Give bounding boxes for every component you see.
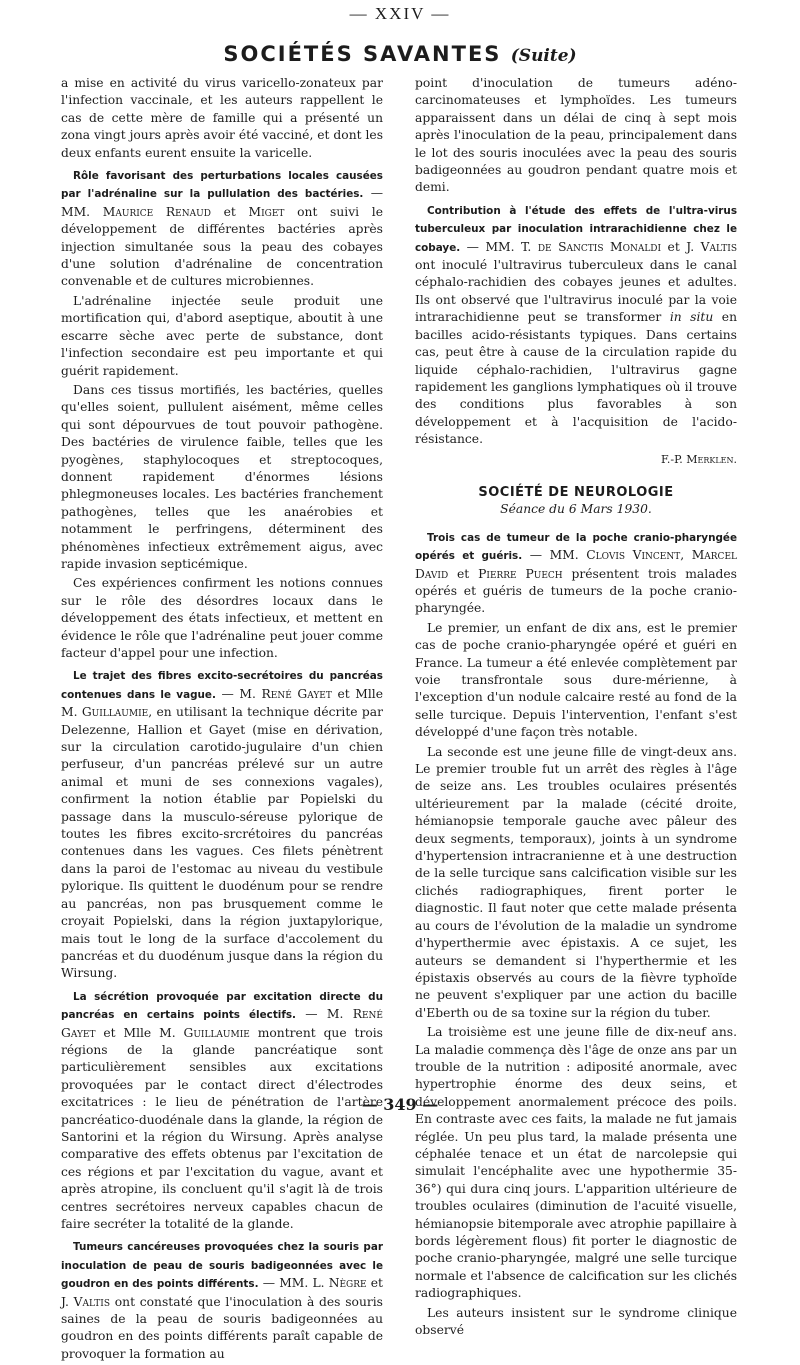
paragraph: a mise en activité du virus varicello-zonateux par l'infection vaccinale, et les auteurs rappellent le cas de cette mère de famille qui a présenté un zona vingt jours après avoir été vacciné, et dont les deux enfants eurent ensuite la varicelle. — [61, 76, 383, 160]
author: Marcel David — [415, 548, 737, 581]
page-header-label: — XXIV — — [349, 4, 451, 23]
article-text: présentent trois malades opérés et guéris de tumeurs de la poche cranio-pharyngée. — [415, 566, 737, 616]
left-column — [61, 75, 383, 1365]
article-heading: Le trajet des fibres excito-secrétoires du pancréas contenues dans le vague. — [61, 670, 383, 701]
conj: et J. — [661, 239, 701, 254]
conj: et J. — [61, 1276, 383, 1309]
paragraph: point d'inoculation de tumeurs adéno-carcinomateuses et lymphoïdes. Les tumeurs apparaissent dans un délai de cinq à sept mois après l'inoculation de la peau, principalement dans le lot des souris inoculées avec la peau des souris badigeonnées au goudron pendant quatre mois et demi. — [415, 76, 737, 195]
author: Maurice Renaud — [102, 204, 211, 219]
article-text: montrent que trois régions de la glande pancréatique sont particulièrement sensibles aux excitations provoquées par le contact direct d'électrodes excitatrices : le lieu de pénétration de l'artère pancréatico-duodénale dans la glande, la région de Santorini et la région du Wirsung. Après analyse comparative des effets obtenus par l'excitation de ces régions et par l'excitation du vague, avant et après atropine, ils concluent qu'il s'agit là de trois centres secrétoires nerveux capables chacun de faire secréter la totalité de la glande. — [61, 1025, 383, 1231]
author: René Gayet — [61, 1007, 383, 1040]
italic-term: in situ — [669, 310, 714, 325]
article-gayet-guillaumie-1 — [61, 667, 383, 982]
signature: F.-P. Merklen. — [660, 452, 737, 466]
dash: — MM. T. — [460, 239, 538, 254]
author: L. Nègre — [312, 1276, 367, 1291]
paragraph: Ces expériences confirment les notions connues sur le rôle des désordres locaux dans le développement des états infectieux, et mettent en évidence le rôle que l'adrénaline peut jouer comme facteur d'appel pour une infection. — [61, 576, 383, 660]
author: de Sanctis Monaldi — [537, 239, 662, 254]
author: Valtis — [73, 1294, 110, 1309]
article-renaud-miget — [61, 167, 383, 291]
dash: — MM. — [522, 548, 587, 563]
paragraph: L'adrénaline injectée seule produit une mortification qui, d'abord aseptique, aboutit à une escarre sèche avec perte de substance, dont l'infection secondaire est peu importante et qui guérit rapidement. — [61, 293, 383, 378]
paragraph: La seconde est une jeune fille de vingt-deux ans. Le premier trouble fut un arrêt des règles à l'âge de seize ans. Les troubles oculaires présentés ultérieurement par la malade (cécité droite, hémianopsie temporale gauche avec pâleur des deux segments, temporaux), joints à un syndrome d'hypertension intracranienne et à une destruction de la selle turcique sans calcification visible sur les clichés radiographiques, firent porter le diagnostic. Il faut noter que cette malade présenta au cours de l'évolution de la maladie un syndrome d'hyperthermie avec épistaxis. A ce sujet, les auteurs se demandent si l'hyperthermie et les épistaxis observés au cours de la fièvre typhoïde ne peuvent s'expliquer par une action du bacille d'Eberth ou de sa toxine sur la région du tuber. — [415, 744, 737, 1020]
article-text: ont suivi le développement de différentes bactéries après injection simultanée sous la peau des cobayes d'une solution d'adrénaline de concentration convenable et de cultures microbiennes. — [61, 204, 383, 289]
dash: — MM. — [61, 186, 383, 219]
section-title-suite: (Suite) — [510, 46, 577, 66]
paragraph: Les auteurs insistent sur le syndrome clinique observé — [415, 1305, 737, 1338]
author: René Gayet — [261, 686, 332, 701]
article-text: ont constaté que l'inoculation à des souris saines de la peau de souris badigeonnées au goudron en des points différents paraît capable de provoquer la formation au — [61, 1294, 383, 1361]
conj: et Mlle M. — [61, 686, 383, 720]
article-heading: La sécrétion provoquée par excitation directe du pancréas en certains points électifs. — [61, 990, 383, 1022]
dash: — M. — [296, 1007, 353, 1022]
conj: et Mlle M. — [95, 1025, 184, 1040]
sep: , — [680, 548, 692, 563]
dash: — MM. — [258, 1276, 313, 1291]
author: Clovis Vincent — [586, 548, 681, 563]
paragraph: Le premier, un enfant de dix ans, est le premier cas de poche cranio-pharyngée opéré et guéri en France. La tumeur a été enlevée complètement par voie transfrontale sous dure-mérienne, à l'exception d'un nodule calcaire resté au fond de la selle turcique. Depuis l'intervention, l'enfant s'est développé d'une façon très notable. — [415, 620, 737, 740]
article-sanctis-valtis — [415, 202, 737, 449]
paragraph: Dans ces tissus mortifiés, les bactéries, quelles qu'elles soient, pullulent aisément, même celles qui sont dépourvues de tout pouvoir pathogène. Des bactéries de virulence faible, telles que les pyogènes, staphylocoques et streptocoques, donnent rapidement d'énormes lésions phlegmoneuses locales. Les bactéries franchement pathogènes, telles que les anaérobies et notamment le perfringens, déterminent des phénomènes infectieux extrêmement aigus, avec rapide invasion septicémique. — [61, 382, 383, 571]
article-heading: Rôle favorisant des perturbations locales causées par l'adrénaline sur la pullulation des bactéries. — [61, 170, 383, 201]
article-heading: Tumeurs cancéreuses provoquées chez la souris par inoculation de peau de souris badigeonnées avec le goudron en des points différents. — [61, 1241, 383, 1291]
conj: et — [448, 566, 479, 581]
author: Guillaumie — [81, 705, 149, 720]
author: Guillaumie — [183, 1025, 250, 1040]
society-title: SOCIÉTÉ DE NEUROLOGIE — [478, 484, 674, 500]
article-text: en bacilles acido-résistants typiques. Dans certains cas, peut être à cause de la circulation rapide du liquide céphalo-rachidien, l'ultravirus gagne rapidement les ganglions lymphatiques où il trouve des conditions plus favorables à son développement et à l'acquisition de l'acido-résistance. — [415, 310, 737, 447]
section-title — [0, 42, 800, 66]
author: Pierre Puech — [478, 566, 563, 581]
paragraph: La troisième est une jeune fille de dix-neuf ans. La maladie commença dès l'âge de onze ans par un trouble de la nutrition : adiposité anormale, avec hypertrophie énorme des deux seins, et développement anormalement précoce des poils. En contraste avec ces faits, la malade ne fut jamais réglée. Un peu plus tard, la malade présenta une céphalée tenace et un état de narcolepsie qui simulait l'encéphalite avec une hypothermie 35-36°) qui dura cinq jours. L'apparition ultérieure de troubles oculaires (diminution de l'acuité visuelle, hémianopsie bitemporale avec atrophie papillaire à bords légèrement flous) fit porter le diagnostic de poche cranio-pharyngée, malgré une selle turcique normale et l'absence de calcification sur les clichés radiographiques. — [415, 1025, 737, 1301]
dash: — M. — [215, 686, 262, 701]
article-text: ont inoculé l'ultravirus tuberculeux dans le canal céphalo-rachidien des cobayes jeunes et adultes. Ils ont observé que l'ultravirus inoculé par la voie intrarachidienne peut se transformer — [415, 258, 737, 325]
page-number: — 349 — — [361, 1095, 439, 1114]
right-column — [415, 75, 737, 1341]
article-text: , en utilisant la technique décrite par Delezenne, Hallion et Gayet (mise en dérivation, sur la circulation carotido-jugulaire d'un chien perfuseur, d'un pancréas prélevé sur un autre animal et muni de ses connexions vagales), confirment la notion établie par Popielski du passage dans la musculo-séreuse pylorique de toutes les fibres excito-srcrétoires du pancréas contenues dans les vagues. Ces filets pénètrent dans la paroi de l'estomac au niveau du vestibule pylorique. Ils quittent le duodénum pour se rendre au pancréas, non pas brusquement comme le croyait Popielski, dans la région juxtapylorique, mais tout le long de la surface d'accolement du pancréas et du duodénum jusque dans la région du Wirsung. — [61, 705, 383, 981]
article-vincent-david-puech — [415, 529, 737, 618]
article-heading: Trois cas de tumeur de la poche cranio-pharyngée opérés et guéris. — [415, 531, 737, 563]
author: Miget — [248, 204, 285, 219]
section-title-text: SOCIÉTÉS SAVANTES — [223, 42, 502, 66]
article-negre-valtis — [61, 1238, 383, 1363]
conj: et — [210, 204, 249, 219]
author: Valtis — [700, 239, 737, 254]
article-heading: Contribution à l'étude des effets de l'ultra-virus tuberculeux par inoculation intrarachidienne chez le cobaye. — [415, 204, 737, 254]
society-date: Séance du 6 Mars 1930. — [500, 502, 652, 517]
